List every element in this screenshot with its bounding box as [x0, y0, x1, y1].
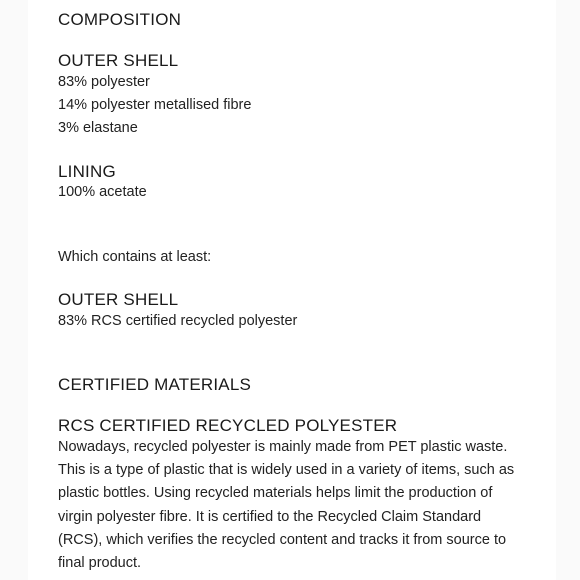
rcs-material-heading: RCS CERTIFIED RECYCLED POLYESTER [58, 416, 398, 435]
composition-title: COMPOSITION [58, 10, 182, 29]
outer-shell-heading: OUTER SHELL [58, 51, 179, 70]
outer-shell-item: 83% polyester [58, 74, 150, 90]
outer-shell-item: 3% elastane [58, 120, 138, 136]
rcs-material-description: Nowadays, recycled polyester is mainly made from PET plastic waste. This is a type of plastic that is widely used in a variety of items, such as plastic bottles. Using recycled materials helps limit the production of virgin polyester fibre. It is certified to the Recycled Claim Standard (RCS), which verifies the recycled content and tracks it from source to final product. [58, 439, 515, 572]
contains-outer-shell-heading: OUTER SHELL [58, 290, 179, 309]
contains-intro: Which contains at least: [58, 249, 212, 265]
contains-outer-shell-item: 83% RCS certified recycled polyester [58, 313, 298, 329]
lining-heading: LINING [58, 162, 116, 181]
lining-item: 100% acetate [58, 184, 147, 200]
certified-materials-title: CERTIFIED MATERIALS [58, 375, 252, 394]
outer-shell-item: 14% polyester metallised fibre [58, 97, 252, 113]
